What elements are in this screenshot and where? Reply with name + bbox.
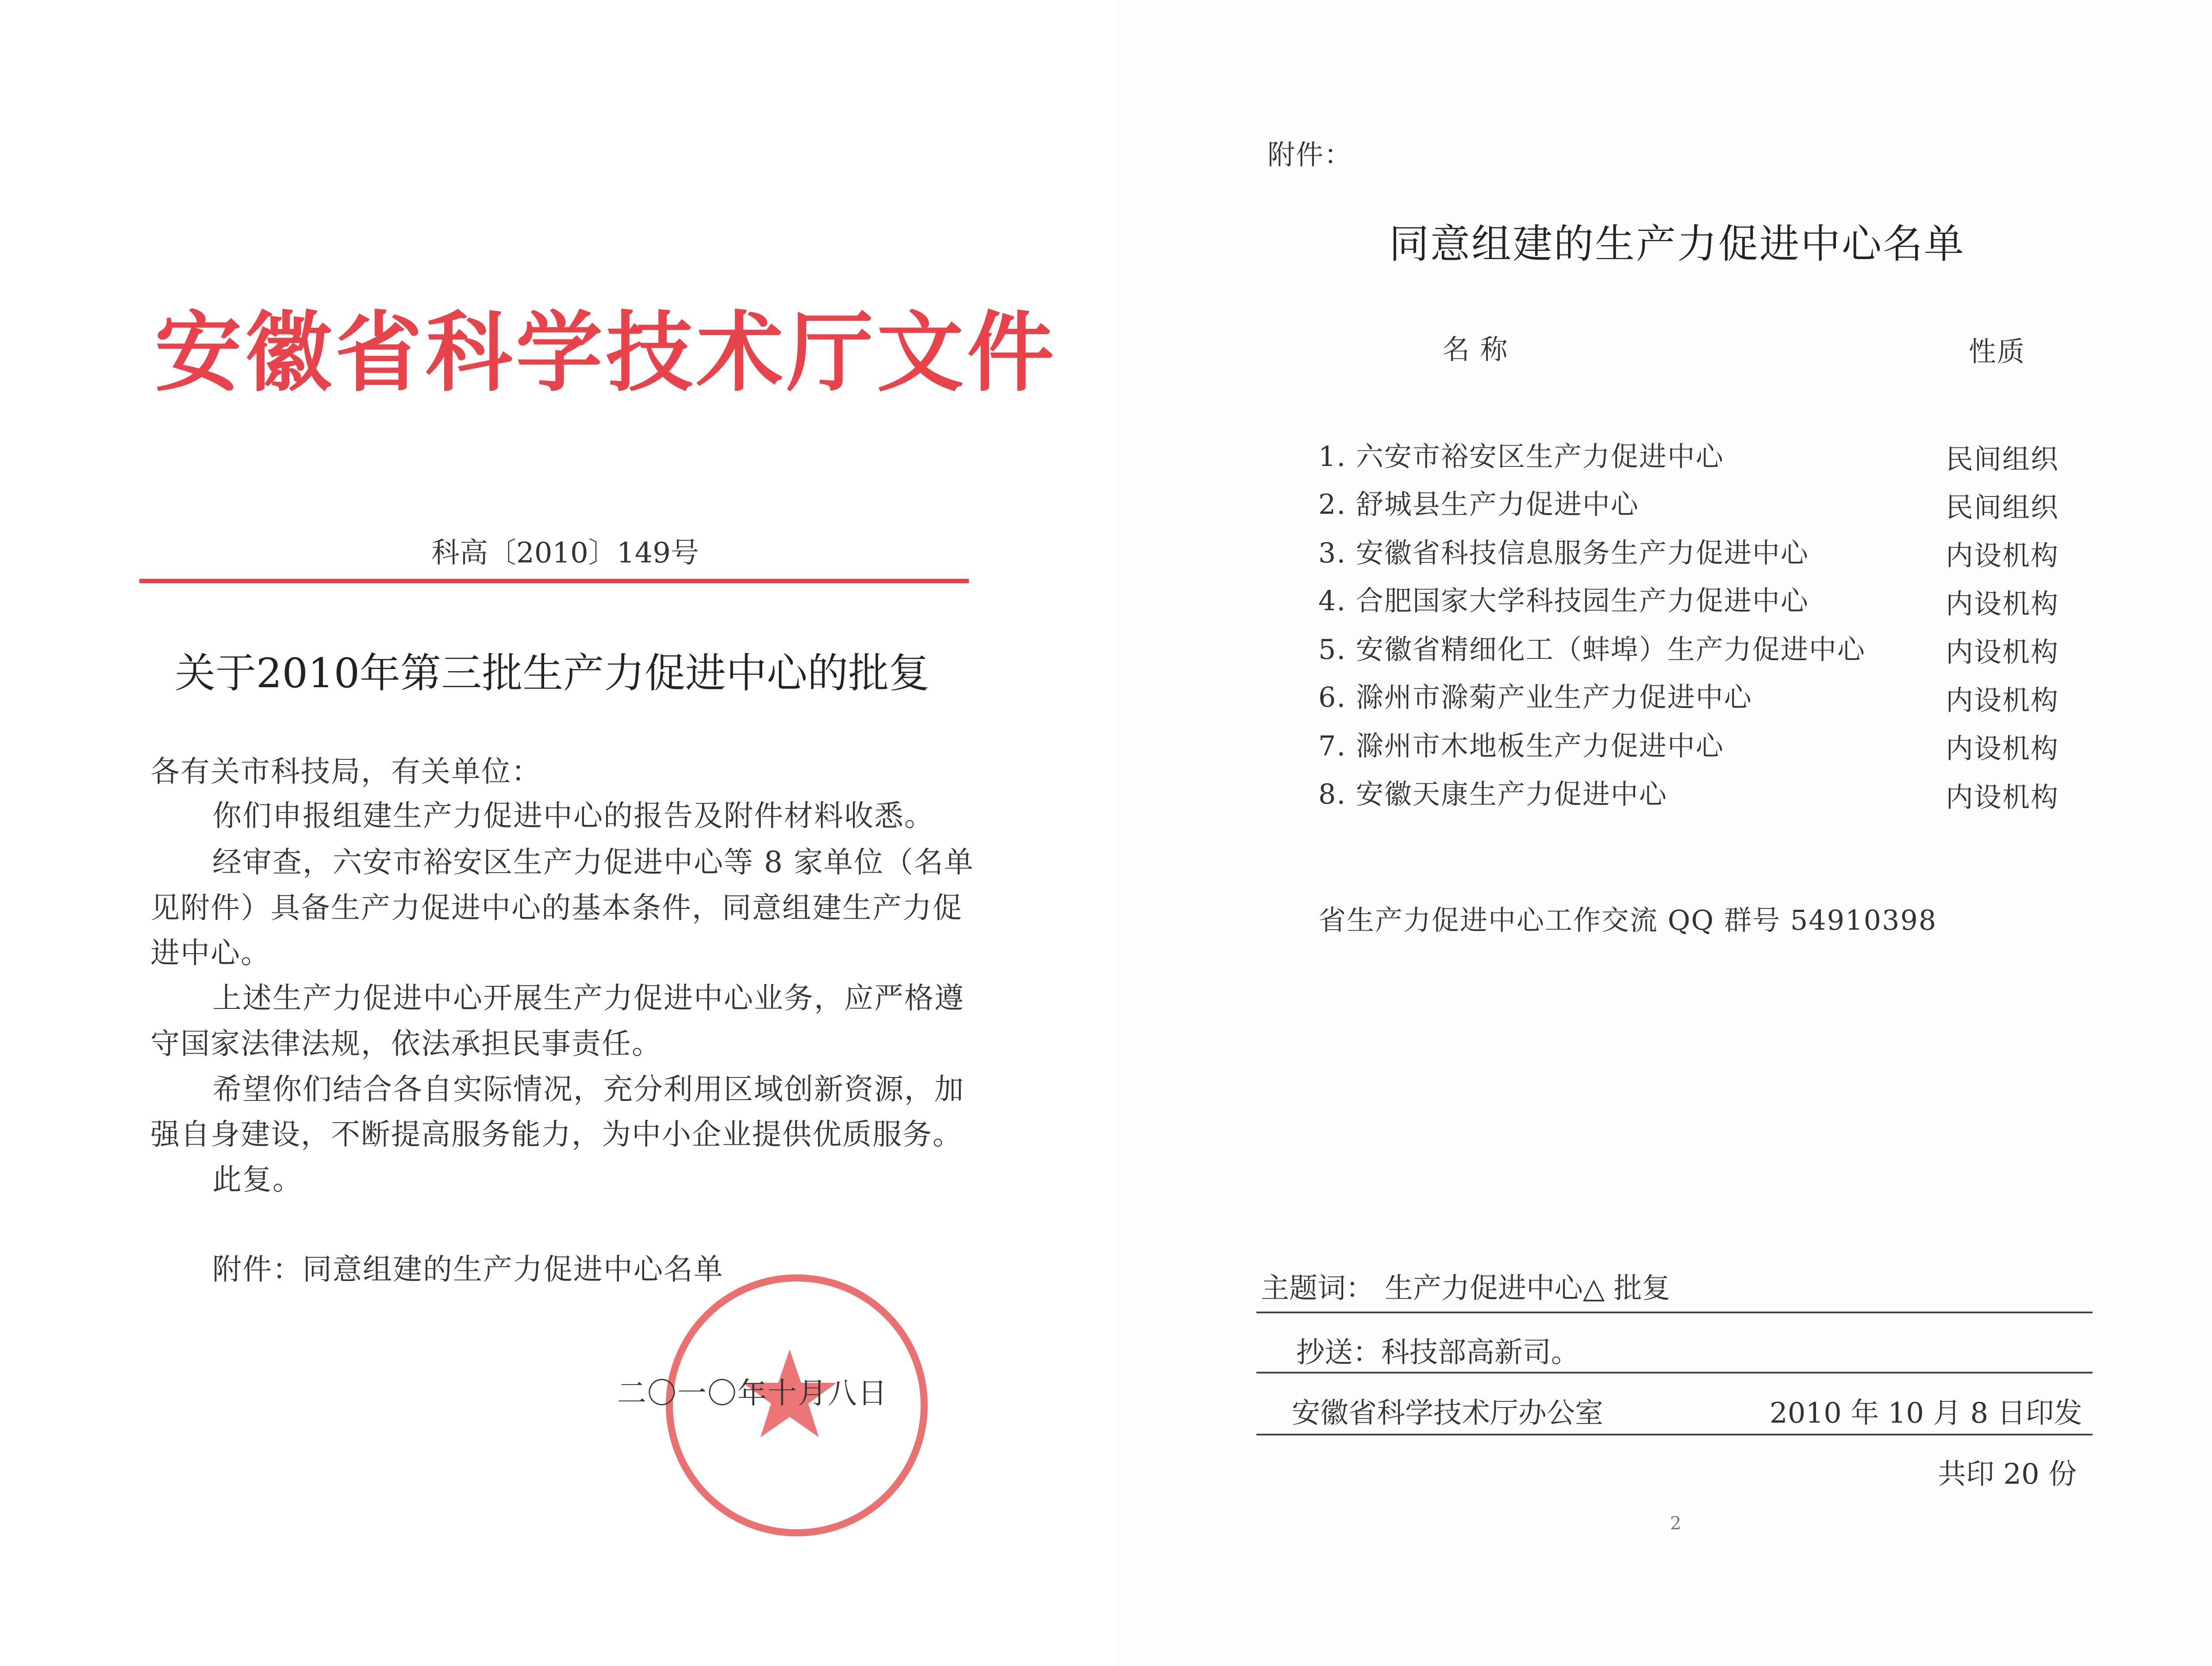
qq-group-note: 省生产力促进中心工作交流 QQ 群号 54910398 <box>1318 904 1937 936</box>
copies-count: 共印 20 份 <box>1938 1458 2077 1491</box>
list-item-name: 1. 六安市裕安区生产力促进中心 <box>1318 440 1724 473</box>
list-item-name: 6. 滁州市滁菊产业生产力促进中心 <box>1318 681 1752 713</box>
body-line: 见附件）具备生产力促进中心的基本条件，同意组建生产力促 <box>150 891 963 925</box>
issuer: 安徽省科学技术厅办公室 <box>1292 1397 1603 1430</box>
keywords-value: 生产力促进中心△ 批复 <box>1385 1272 1671 1305</box>
page-number: 2 <box>1670 1513 1682 1534</box>
list-item-nature: 内设机构 <box>1946 539 2059 572</box>
list-item-nature: 内设机构 <box>1946 684 2059 716</box>
body-line: 希望你们结合各自实际情况，充分利用区域创新资源，加 <box>212 1072 964 1106</box>
print-date: 2010 年 10 月 8 日印发 <box>1770 1397 2082 1430</box>
signing-date: 二〇一〇年十月八日 <box>617 1376 888 1410</box>
body-line: 上述生产力促进中心开展生产力促进中心业务，应严格遵 <box>212 981 964 1015</box>
list-item-nature: 民间组织 <box>1946 491 2059 523</box>
salutation: 各有关市科技局，有关单位： <box>150 754 541 789</box>
footer-rule <box>1256 1312 2093 1313</box>
footer-rule <box>1256 1372 2093 1374</box>
attachment-label: 附件： <box>1267 139 1353 171</box>
document-header: 安徽省科学技术厅文件 <box>155 302 1058 404</box>
list-item-name: 4. 合肥国家大学科技园生产力促进中心 <box>1318 585 1809 617</box>
body-line: 你们申报组建生产力促进中心的报告及附件材料收悉。 <box>212 799 934 833</box>
header-rule <box>139 579 969 583</box>
footer-rule <box>1256 1434 2093 1435</box>
right-page <box>1115 0 2212 1666</box>
document-number: 科高〔2010〕149号 <box>431 537 699 569</box>
list-item-name: 7. 滁州市木地板生产力促进中心 <box>1318 730 1724 762</box>
body-line: 此复。 <box>212 1162 303 1197</box>
body-line: 守国家法律法规，依法承担民事责任。 <box>150 1027 662 1061</box>
list-item-nature: 内设机构 <box>1946 781 2059 813</box>
list-item-nature: 民间组织 <box>1946 443 2059 475</box>
list-item-name: 2. 舒城县生产力促进中心 <box>1318 488 1639 520</box>
keywords-label: 主题词： <box>1261 1272 1374 1305</box>
list-item-name: 5. 安徽省精细化工（蚌埠）生产力促进中心 <box>1318 633 1866 666</box>
list-item-name: 8. 安徽天康生产力促进中心 <box>1318 778 1667 810</box>
column-header-name: 名 称 <box>1442 333 1509 366</box>
list-title: 同意组建的生产力促进中心名单 <box>1389 221 1965 267</box>
list-item-nature: 内设机构 <box>1946 732 2059 765</box>
body-line: 强自身建设，不断提高服务能力，为中小企业提供优质服务。 <box>150 1117 963 1151</box>
list-item-nature: 内设机构 <box>1946 588 2059 620</box>
cc-line: 抄送：科技部高新司。 <box>1296 1336 1579 1369</box>
body-line: 经审查，六安市裕安区生产力促进中心等 8 家单位（名单 <box>212 845 974 879</box>
left-page <box>0 0 1102 1666</box>
list-item-nature: 内设机构 <box>1946 636 2059 668</box>
list-item-name: 3. 安徽省科技信息服务生产力促进中心 <box>1318 537 1809 569</box>
attachment-note: 附件：同意组建的生产力促进中心名单 <box>212 1252 724 1286</box>
column-header-nature: 性质 <box>1969 335 2026 368</box>
document-title: 关于2010年第三批生产力促进中心的批复 <box>175 650 930 697</box>
body-line: 进中心。 <box>150 936 271 970</box>
